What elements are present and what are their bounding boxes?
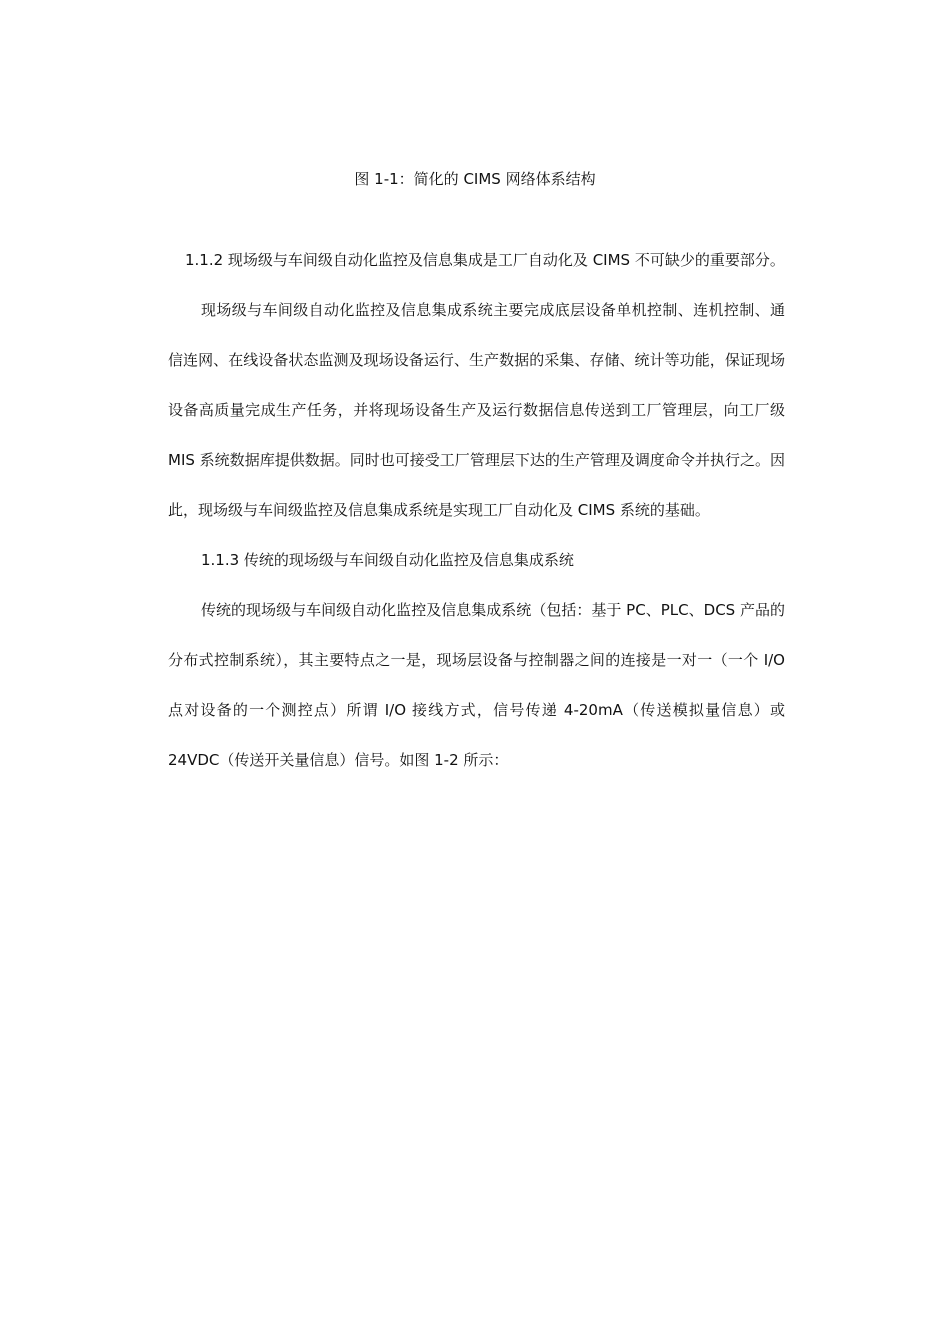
paragraph-1-1-2: 现场级与车间级自动化监控及信息集成系统主要完成底层设备单机控制、连机控制、通信连网、在线设备状态监测及现场设备运行、生产数据的采集、存储、统计等功能，保证现场设备高质量完成生产任务，并将现场设备生产及运行数据信息传送到工厂管理层，向工厂级 MIS 系统数据库提供数据。同时也可接受工厂管理层下达的生产管理及调度命令并执行之。因此，现场级与车间级监控及信息集成系统是实现工厂自动化及 CIMS 系统的基础。 <box>168 301 785 519</box>
section-heading-1-1-2: 1.1.2 现场级与车间级自动化监控及信息集成是工厂自动化及 CIMS 不可缺少的重要部分。 <box>185 251 785 269</box>
paragraph-1-1-3: 传统的现场级与车间级自动化监控及信息集成系统（包括：基于 PC、PLC、DCS 产品的分布式控制系统），其主要特点之一是，现场层设备与控制器之间的连接是一对一（一个 I/O 点对设备的一个测控点）所谓 I/O 接线方式，信号传递 4-20mA（传送模拟量信息）或 24VDC（传送开关量信息）信号。如图 1-2 所示： <box>168 601 785 769</box>
figure-caption: 图 1-1：简化的 CIMS 网络体系结构 <box>354 170 596 188</box>
section-heading-1-1-3: 1.1.3 传统的现场级与车间级自动化监控及信息集成系统 <box>201 551 574 569</box>
body-text <box>168 235 785 785</box>
